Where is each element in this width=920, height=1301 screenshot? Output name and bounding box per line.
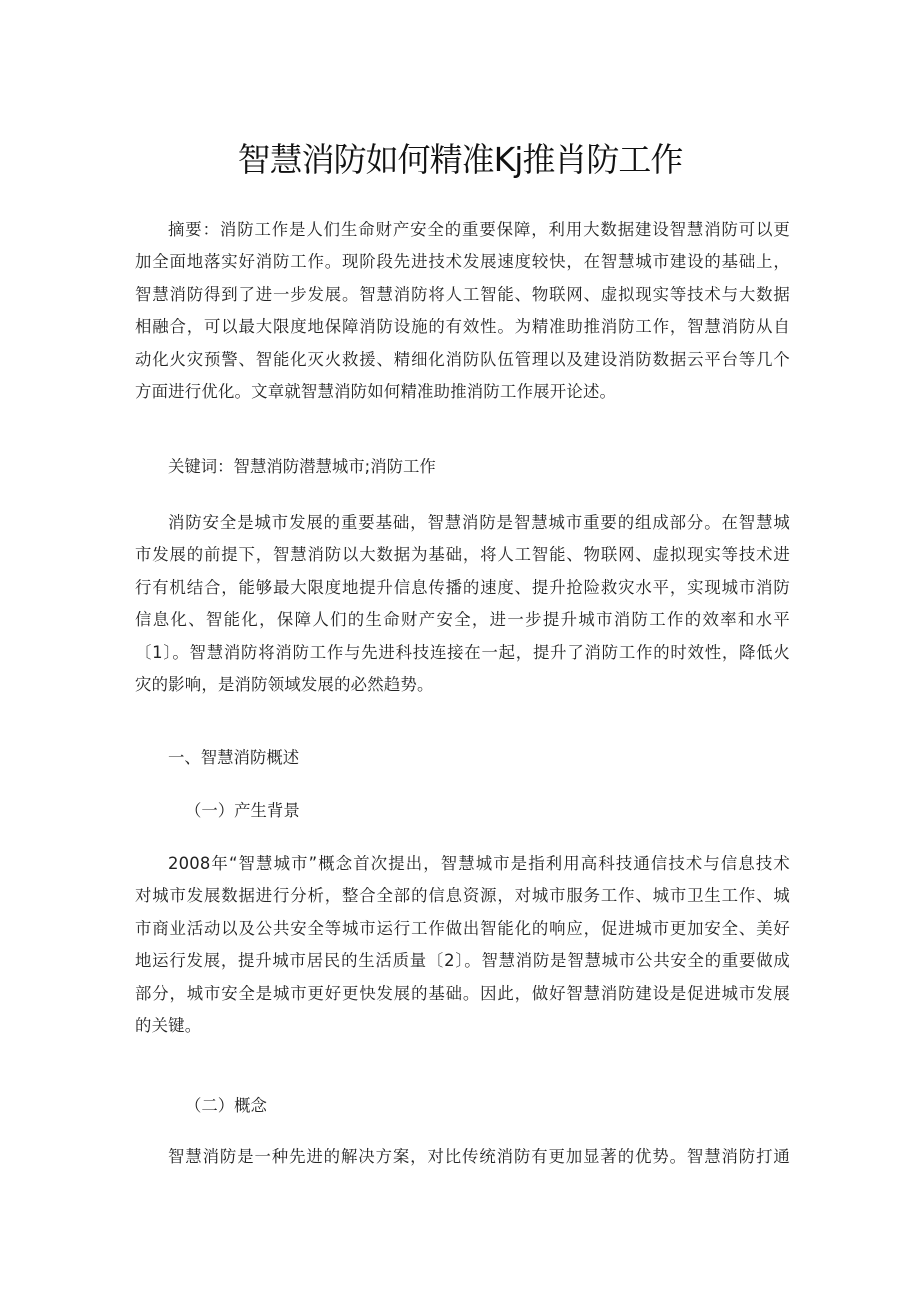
background-paragraph — [135, 848, 790, 1042]
abstract-paragraph — [135, 214, 790, 408]
intro-line: 〔1〕。智慧消防将消防工作与先进科技连接在一起，提升了消防工作的时效性，降低火 — [135, 642, 790, 662]
abstract-line: 加全面地落实好消防工作。现阶段先进技术发展速度较快，在智慧城市建设的基础上， — [135, 252, 790, 272]
concept-paragraph — [135, 1141, 790, 1173]
subsection-heading: （二）概念 — [185, 1096, 267, 1115]
background-line: 对城市发展数据进行分析，整合全部的信息资源，对城市服务工作、城市卫生工作、城 — [135, 886, 790, 906]
abstract-line: 相融合，可以最大限度地保障消防设施的有效性。为精准助推消防工作，智慧消防从自 — [135, 317, 790, 337]
abstract-line: 动化火灾预警、智能化灭火救援、精细化消防队伍管理以及建设消防数据云平台等几个 — [135, 349, 790, 369]
background-line: 市商业活动以及公共安全等城市运行工作做出智能化的响应，促进城市更加安全、美好 — [135, 918, 790, 938]
abstract-line: 方面进行优化。文章就智慧消防如何精准助推消防工作展开论述。 — [135, 382, 617, 402]
background-line: 的关键。 — [135, 1016, 202, 1036]
intro-line: 消防安全是城市发展的重要基础，智慧消防是智慧城市重要的组成部分。在智慧城 — [168, 513, 790, 532]
intro-line: 信息化、智能化，保障人们的生命财产安全，进一步提升城市消防工作的效率和水平 — [135, 610, 790, 630]
intro-line: 灾的影响，是消防领域发展的必然趋势。 — [135, 675, 434, 695]
concept-line: 智慧消防是一种先进的解决方案，对比传统消防有更加显著的优势。智慧消防打通 — [168, 1147, 790, 1166]
abstract-line: 摘要：消防工作是人们生命财产安全的重要保障，利用大数据建设智慧消防可以更 — [168, 220, 790, 239]
intro-line: 行有机结合，能够最大限度地提升信息传播的速度、提升抢险救灾水平，实现城市消防 — [135, 577, 790, 597]
intro-paragraph — [135, 507, 790, 701]
background-line: 2008年“智慧城市”概念首次提出，智慧城市是指利用高科技通信技术与信息技术 — [168, 854, 790, 873]
document-title: 智慧消防如何精准Kj推肖防工作 — [237, 140, 683, 179]
intro-line: 市发展的前提下，智慧消防以大数据为基础，将人工智能、物联网、虚拟现实等技术进 — [135, 545, 790, 565]
keywords-line: 关键词：智慧消防潜慧城市;消防工作 — [168, 457, 436, 476]
section-heading: 一、智慧消防概述 — [168, 748, 300, 767]
abstract-line: 智慧消防得到了进一步发展。智慧消防将人工智能、物联网、虚拟现实等技术与大数据 — [135, 284, 790, 304]
background-line: 地运行发展，提升城市居民的生活质量〔2〕。智慧消防是智慧城市公共安全的重要做成 — [135, 951, 790, 971]
background-line: 部分，城市安全是城市更好更快发展的基础。因此，做好智慧消防建设是促进城市发展 — [135, 983, 790, 1003]
subsection-heading: （一）产生背景 — [185, 801, 300, 820]
